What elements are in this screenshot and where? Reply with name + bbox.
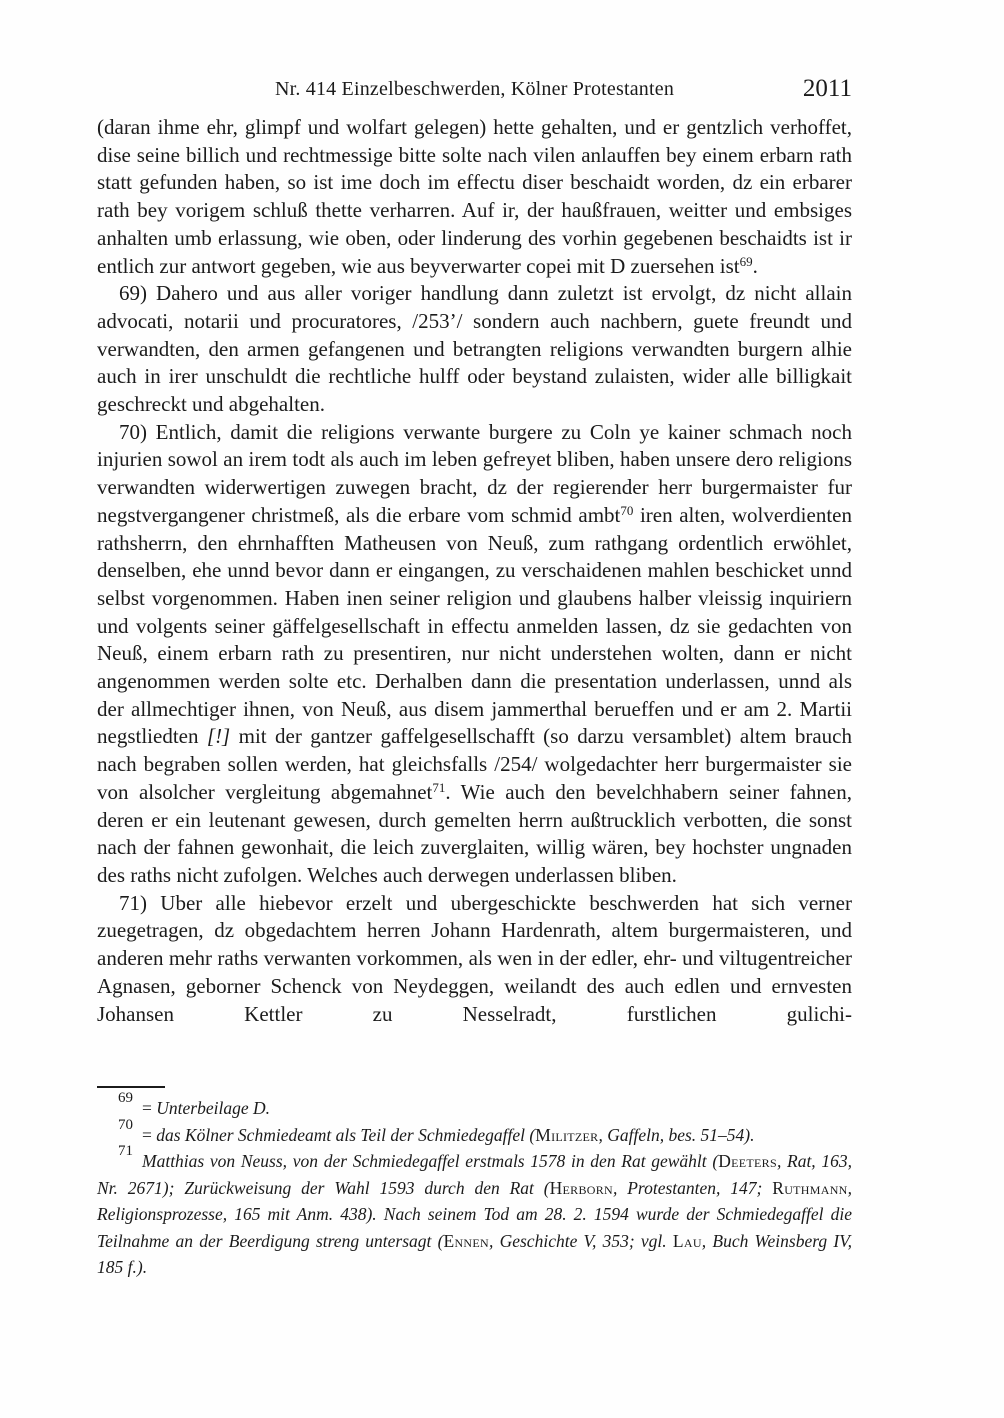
paragraph-70 xyxy=(97,419,852,890)
footnote-marker: 70 xyxy=(118,1116,133,1133)
text-run: , Geschichte V, 353; vgl. xyxy=(489,1230,673,1251)
text-run: = xyxy=(142,1124,157,1145)
text-run: , Gaffeln, bes. 51–54). xyxy=(598,1124,755,1145)
text-run: Matthias von Neuss, von der Schmiedegaffel erstmals 1578 in den Rat gewählt ( xyxy=(142,1151,719,1171)
main-text-block xyxy=(97,114,852,1028)
text-run: 71) Uber alle hiebevor erzelt und ubergeschickte beschwerden hat sich verner zuegetragen, dz obgedachtem herren Johann Hardenrath, altem burgermaisteren, und anderen mehr raths verwanten vorkommen, als wen in der edler, ehr- und viltugentreicher Agnasen, geborner Schenck von Neydeggen, weilandt des auch edlen und ernvesten Johansen Kettler zu Nesselradt, furstlichen gulichi- xyxy=(97,890,852,1026)
footnote-70 xyxy=(97,1116,852,1149)
author-smallcaps: Herborn xyxy=(549,1177,613,1198)
footnotes-section xyxy=(97,1086,852,1281)
text-run: mit der gantzer gaffelgesellschafft (so darzu versamblet) altem brauch nach begraben sollen werden, hat gleichsfalls /254/ wolgedachter herr burgermaister sie von alsolcher vergleitung abgemahnet xyxy=(97,724,852,804)
footnote-list xyxy=(97,1090,853,1281)
footnote-marker: 71 xyxy=(118,1143,133,1160)
text-run: , Rat, 163, Nr. 2671); Zurückweisung der Wahl 1593 durch den Rat ( xyxy=(97,1151,852,1198)
footnote-71 xyxy=(97,1143,853,1281)
text-run: . Wie auch den bevelchhabern seiner fahnen, deren er ein leutenant gewesen, durch gemelten herrn außtrucklich verbotten, die sonst nach der fahnen gewonhait, die leich zuverglaiten, willig wären, bey hochster ungnaden des raths nicht zufolgen. Welches auch derwegen underlassen bliben. xyxy=(97,779,852,887)
text-run: [!] xyxy=(206,724,231,749)
paragraph-intro xyxy=(97,114,852,280)
text-run: Unterbeilage D. xyxy=(156,1098,270,1118)
text-run: das Kölner Schmiedeamt als Teil der Schmiedegaffel ( xyxy=(156,1124,536,1145)
author-smallcaps: Lau xyxy=(672,1230,702,1251)
footnote-reference: 70 xyxy=(620,502,634,518)
running-head-title: Nr. 414 Einzelbeschwerden, Kölner Protestanten xyxy=(274,78,675,100)
author-smallcaps: Deeters xyxy=(718,1151,777,1171)
running-head xyxy=(97,72,852,102)
text-run: , Buch Weinsberg IV, 185 f.). xyxy=(97,1230,852,1277)
text-run: . xyxy=(752,253,758,278)
text-run: 70) Entlich, damit die religions verwante burgere zu Coln ye kainer schmach noch injurien sowol an irem todt als auch im leben gefreyet bliben, haben unsere dero religions verwandten widerwertigen zuwegen bracht, dz der regierender herr burgermaister fur negstvergangener christmeß, als die erbare vom schmid ambt xyxy=(97,419,852,527)
text-run: iren alten, wolverdienten rathsherrn, den ehrnhafften Matheusen von Neuß, zum rathgang ordentlich erwöhlet, denselben, ehe unnd bevor dann er eingangen, zu verschaidenen mahlen beschicket unnd selbst vorgenommen. Haben inen seiner religion und glaubens halber vleissig inquiriern und volgents seiner gäffelgesellschaft in effectu anmelden lassen, dz sie gedachten von Neuß, einem erbarn rath zu presentiren, nur nicht understehen wolten, dann er nicht angenommen werden solte etc. Derhalben dann die presentation underlassen, unnd als der allmechtiger ihnen, von Neuß, aus disem jammerthal berueffen und er am 2. Martii negstliedten xyxy=(97,502,852,749)
text-run: , Religionsprozesse, 165 mit Anm. 438). Nach seinem Tod am 28. 2. 1594 wurde der Schmiedegaffel die Teilnahme an der Beerdigung streng untersagt ( xyxy=(97,1177,853,1251)
footnote-69 xyxy=(97,1090,852,1122)
footnote-reference: 71 xyxy=(432,779,446,795)
footnote-marker: 69 xyxy=(118,1090,133,1107)
footnote-reference: 69 xyxy=(739,253,753,269)
footnote-rule xyxy=(97,1086,165,1088)
paragraph-69 xyxy=(97,280,852,419)
paragraph-71 xyxy=(97,890,852,1029)
author-smallcaps: Militzer xyxy=(535,1124,599,1145)
text-run: , Protestanten, 147; xyxy=(613,1177,773,1198)
author-smallcaps: Ennen xyxy=(443,1230,489,1251)
text-run: = xyxy=(142,1098,157,1118)
author-smallcaps: Ruthmann xyxy=(772,1177,848,1198)
text-run: 69) Dahero und aus aller voriger handlung dann zuletzt ist ervolgt, dz nicht allain advocati, notarii und procuratores, /253’/ sondern auch nachbern, guete freundt und verwandten, den armen gefangenen und betrangten religions verwandten burgern alhie auch in irer unschuldt die rechtliche hulff oder beystand zulaisten, wider alle billigkait geschreckt und abgehalten. xyxy=(97,281,852,417)
page-number: 2011 xyxy=(802,75,852,102)
text-run: (daran ihme ehr, glimpf und wolfart gelegen) hette gehalten, und er gentzlich verhoffet, dise seine billich und rechtmessige bitte solte nach vilen anlauffen bey einem erbarn rath statt gefunden haben, so ist ime doch im effectu diser beschaidt worden, dz ein erbarer rath bey vorigem schluß thette verharren. Auf ir, der haußfrauen, weitter und embsiges anhalten umb erlassung, wie oben, oder linderung des vorhin gegebenen beschaidts ist ir entlich zur antwort gegeben, wie aus beyverwarter copei mit D zuersehen ist xyxy=(97,115,852,278)
